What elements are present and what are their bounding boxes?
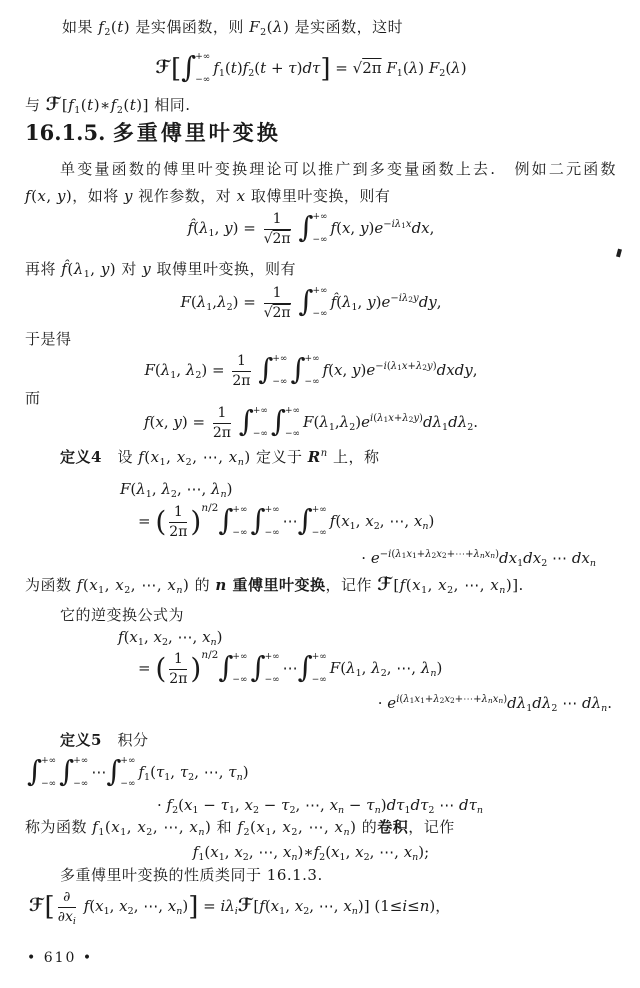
partial-transform-formula: $f̂(\lambda_1$, y) = $\frac{1}{√2\pi}$ ∫ +∞ −∞ f(x, $y)e^{-i\lambda_1x}dx$, xyxy=(187,210,435,247)
paragraph-line-2: f(x, y)，如将 y 视作参数，对 x 取傅里叶变换，则有 xyxy=(25,187,391,205)
page-number: • 610 • xyxy=(27,950,94,966)
inverse-rhs: = ( $\frac{1}{2\pi}$ )$^{n/2}$∫ +∞ −∞ ∫ +∞ −∞ ⋯∫ +∞ −∞ $F(\lambda_1$, $\lambda_2$, ⋯, $\lambda_n$) xyxy=(138,649,443,687)
nd-transform-exponent: · $e^{-i(\lambda_1x_1+\lambda_2x_2+\cdots+\lambda_nx_n)}dx_1dx_2$ ⋯ $dx_n$ xyxy=(361,549,596,569)
derivative-property-formula: ℱ[ $\frac{\partial}{\partial x_i}$ $f(x_1$, $x_2$, ⋯, $x_n$)] = $i\lambda_iℱ[f(x_1$, $x_2$, ⋯, $x_n$)] (1≤i≤n)， xyxy=(29,889,451,927)
scan-speck-artifact xyxy=(616,249,622,258)
inverse-lhs: $f(x_1$, $x_2$, ⋯, $x_n$) xyxy=(118,628,223,648)
intro-line: 如果 $f_2(t)$ 是实偶函数，则 $F_2(\lambda)$ 是实函数，这时 xyxy=(62,18,404,38)
convolution-integral-1: ∫ +∞ −∞ ∫ +∞ −∞ ⋯∫ +∞ −∞ $f_1(\tau_1$, $\tau_2$, ⋯, $\tau_n$) xyxy=(27,754,249,789)
inverse-intro-line: 它的逆变换公式为 xyxy=(60,606,185,624)
thus-line: 于是得 xyxy=(25,330,72,348)
convolution-theorem-formula: ℱ[∫ +∞ −∞ $f_1(t)f_2(t + \tau)d\tau] = √2\pi$ $F_1(\lambda)$ $F_2(\lambda)$ xyxy=(155,50,467,85)
nd-transform-name-line: 为函数 $f(x_1$, $x_2$, ⋯, $x_n$) 的 n 重傅里叶变换，记作 $ℱ[f(x_1$, $x_2$, ⋯, $x_n$)]. xyxy=(25,574,524,596)
nd-transform-lhs: $F(\lambda_1$, $\lambda_2$, ⋯, $\lambda_n$) xyxy=(120,480,233,500)
inverse-2d-formula: f(x, y) = $\frac{1}{2\pi}$ ∫ +∞ −∞ ∫ +∞ −∞ $F(\lambda_1,\lambda_2)e^{i(\lambda_1x+\lambda_2y)}d\lambda_1d\lambda_2$. xyxy=(143,404,479,441)
convolution-name-line: 称为函数 $f_1(x_1$, $x_2$, ⋯, $x_n$) 和 $f_2(x_1$, $x_2$, ⋯, $x_n$) 的卷积，记作 xyxy=(25,818,455,838)
definition-4-line: 定义4 设 $f(x_1$, $x_2$, ⋯, $x_n$) 定义于 $R^n$ 上，称 xyxy=(60,448,380,468)
second-transform-formula: $F(\lambda_1,\lambda_2)$ = $\frac{1}{√2\pi}$ ∫ +∞ −∞ $f̂(\lambda_1$, $y)e^{-i\lambda_2y}dy$, xyxy=(180,284,442,321)
convolution-integral-2: · $f_2(x_1 - \tau_1$, $x_2 - \tau_2$, ⋯, $x_n - \tau_n)d\tau_1d\tau_2$ ⋯ $d\tau_n$ xyxy=(156,796,484,816)
section-title: 多重傅里叶变换 xyxy=(112,120,281,145)
properties-line: 多重傅里叶变换的性质类同于 16.1.3. xyxy=(60,866,323,884)
second-transform-intro: 再将 $f̂(\lambda_1$, y) 对 y 取傅里叶变换，则有 xyxy=(25,260,296,280)
section-heading xyxy=(25,120,281,146)
definition-5-line: 定义5 积分 xyxy=(60,731,149,749)
and-line: 而 xyxy=(25,389,41,407)
paragraph-line-1: 单变量函数的傅里叶变换理论可以推广到多变量函数上去. 例如二元函数 xyxy=(60,160,616,178)
remark-line: 与 $ℱ[f_1(t)∗f_2(t)]$ 相同. xyxy=(25,94,191,116)
inverse-exponent: · $e^{i(\lambda_1x_1+\lambda_2x_2+\cdots+\lambda_nx_n)}d\lambda_1d\lambda_2$ ⋯ $d\lambda_n$. xyxy=(377,694,612,714)
convolution-notation-formula: $f_1(x_1$, $x_2$, ⋯, $x_n)∗f_2(x_1$, $x_2$, ⋯, $x_n$); xyxy=(192,843,430,863)
nd-transform-rhs: = ( $\frac{1}{2\pi}$ )$^{n/2}$∫ +∞ −∞ ∫ +∞ −∞ ⋯∫ +∞ −∞ $f(x_1$, $x_2$, ⋯, $x_n$) xyxy=(138,502,435,540)
section-number: 16.1.5. xyxy=(25,120,106,145)
double-transform-formula: $F(\lambda_1$, $\lambda_2$) = $\frac{1}{2\pi}$ ∫ +∞ −∞ ∫ +∞ −∞ f(x, $y)e^{-i(\lambda_1x+\lambda_2y)}dxdy$, xyxy=(144,352,478,389)
